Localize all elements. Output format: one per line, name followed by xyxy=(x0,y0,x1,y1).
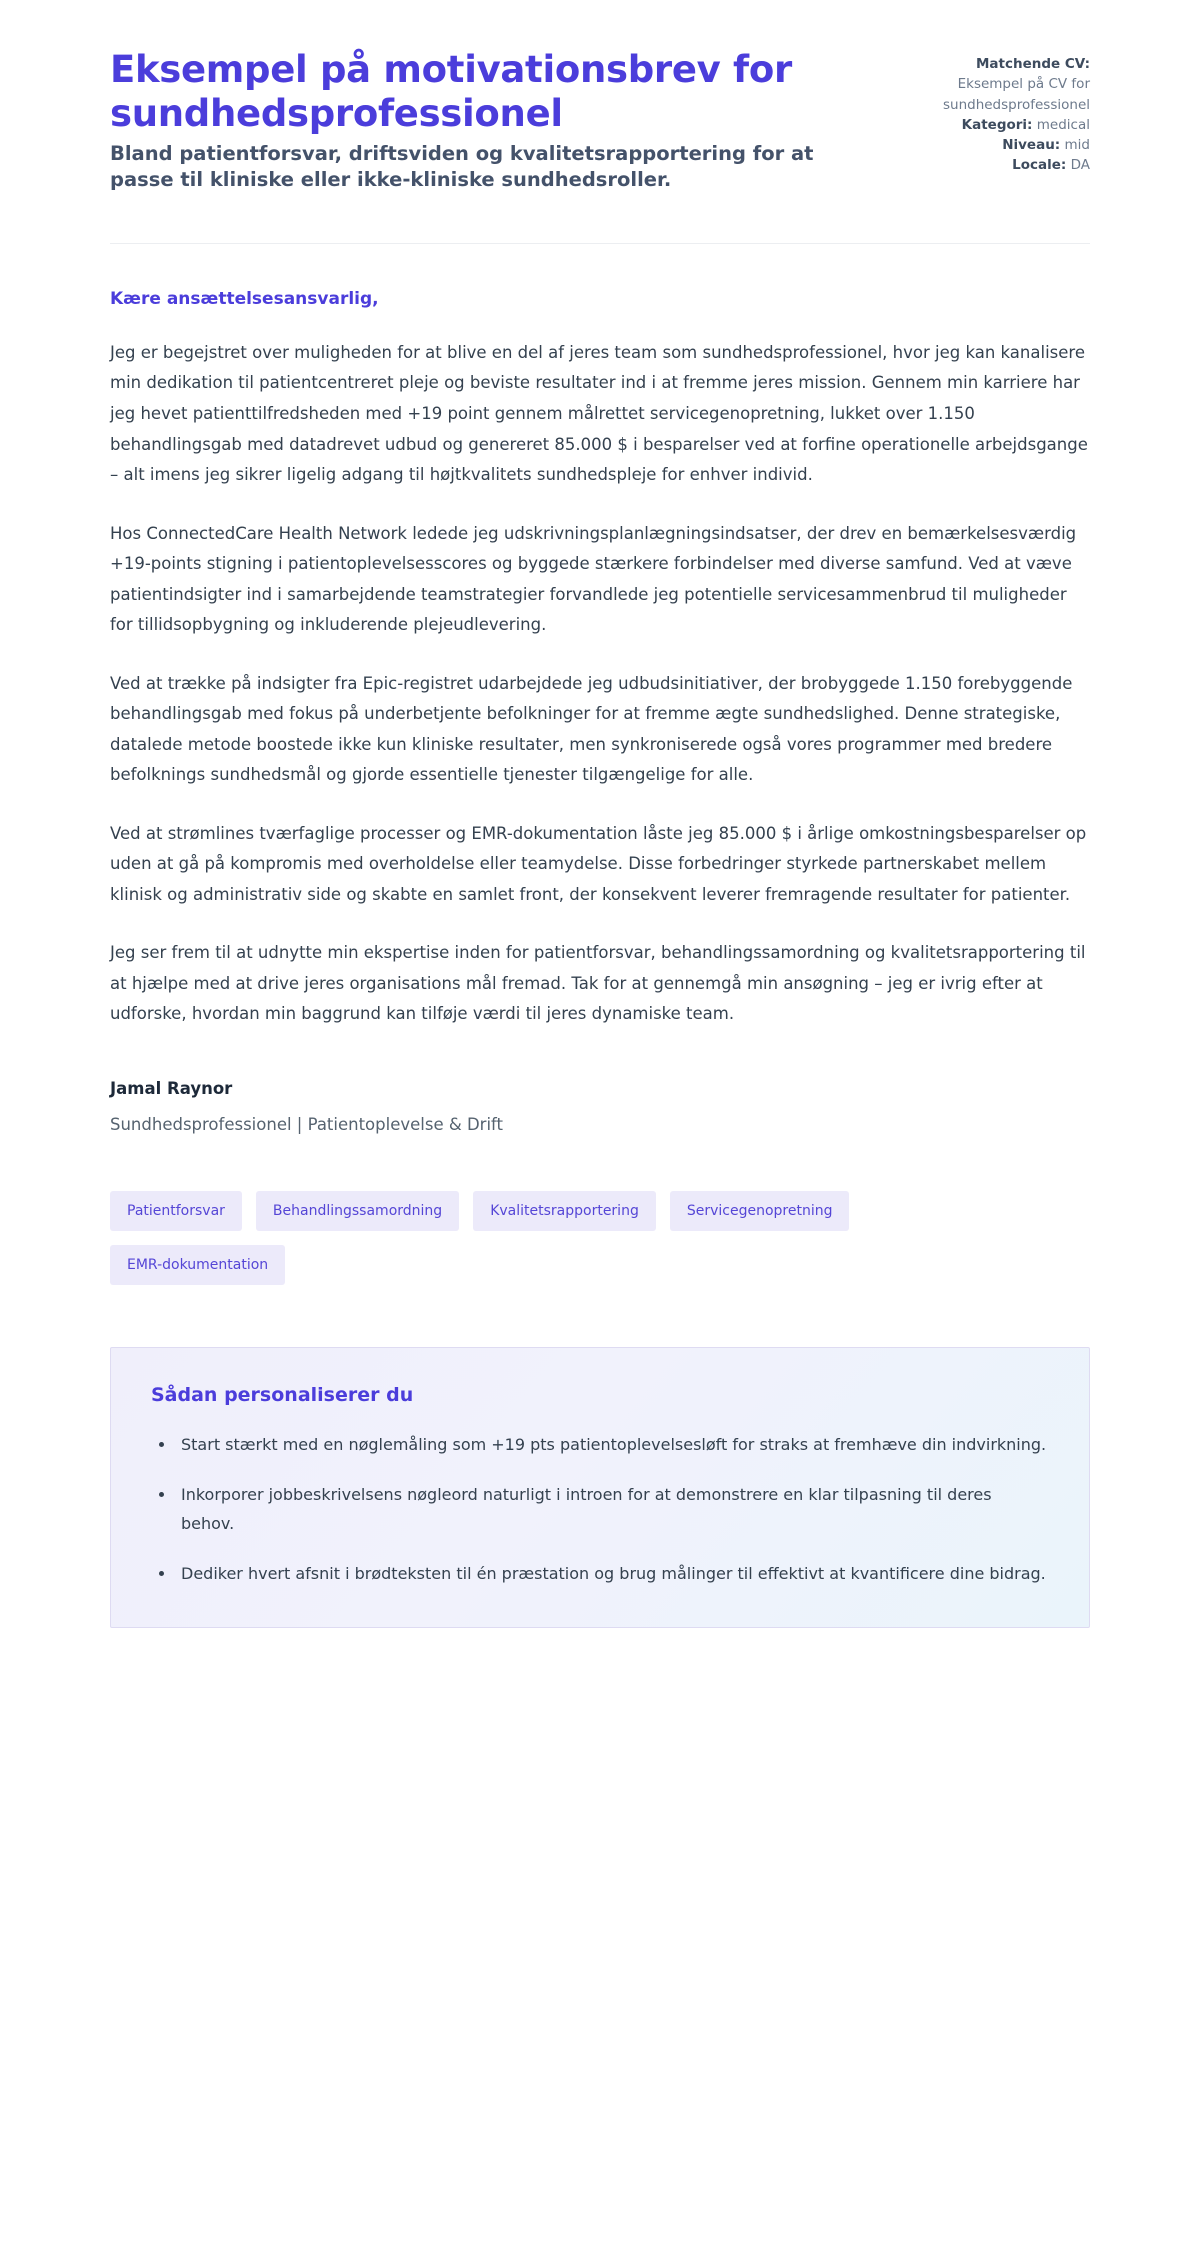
letter-paragraph: Hos ConnectedCare Health Network ledede jeg udskrivningsplanlægningsindsatser, der drev en bemærkelsesværdig +19-points stigning i patientoplevelsesscores og byggede stærkere forbindelser med diverse samfund. Ved at væve patientindsigter ind i samarbejdende teamstrategier forvandlede jeg potentielle servicesammenbrud til muligheder for tillidsopbygning og inkluderende plejeudlevering. xyxy=(110,523,1077,635)
signature-name: Jamal Raynor xyxy=(110,1078,233,1098)
tips-list xyxy=(151,1430,1049,1588)
letter-paragraph: Jeg er begejstret over muligheden for at blive en del af jeres team som sundhedsprofessionel, hvor jeg kan kanalisere min dedikation til patientcentreret pleje og beviste resultater ind i at fremme jeres mission. Gennem min karriere har jeg hevet patienttilfredsheden med +19 point gennem målrettet servicegenopretning, lukket over 1.150 behandlingsgab med datadrevet udbud og genereret 85.000 $ i besparelser ved at forfine operationelle arbejdsgange – alt imens jeg sikrer ligelig adgang til højtkvalitets sundhedspleje for enhver individ. xyxy=(110,342,1088,485)
tag-chip[interactable]: Patientforsvar xyxy=(110,1191,242,1231)
meta-matching-cv-row xyxy=(890,54,1090,74)
letter-paragraph: Jeg ser frem til at udnytte min ekspertise inden for patientforsvar, behandlingssamordning og kvalitetsrapportering til at hjælpe med at drive jeres organisations mål fremad. Tak for at gennemgå min ansøgning – jeg er ivrig efter at udforske, hvordan min baggrund kan tilføje værdi til jeres dynamiske team. xyxy=(110,943,1086,1024)
document-metadata xyxy=(890,48,1090,176)
personalization-tips-panel xyxy=(110,1347,1090,1628)
tips-title: Sådan personaliserer du xyxy=(151,1383,414,1406)
meta-category-label: Kategori: xyxy=(961,116,1033,133)
meta-level-value: mid xyxy=(1064,137,1090,153)
tips-list-item: Inkorporer jobbeskrivelsens nøgleord naturligt i introen for at demonstrere en klar tilpasning til deres behov. xyxy=(177,1480,1049,1539)
page-subtitle: Bland patientforsvar, driftsviden og kvalitetsrapportering for at passe til kliniske eller ikke-kliniske sundhedsroller. xyxy=(110,142,814,192)
tag-chip[interactable]: EMR-dokumentation xyxy=(110,1245,285,1285)
tips-list-item: Start stærkt med en nøglemåling som +19 pts patientoplevelsesløft for straks at fremhæve din indvirkning. xyxy=(177,1430,1049,1460)
letter-salutation: Kære ansættelsesansvarlig, xyxy=(110,289,379,310)
meta-category-value: medical xyxy=(1036,116,1090,133)
letter-paragraph: Ved at strømlines tværfaglige processer og EMR-dokumentation låste jeg 85.000 $ i årlige omkostningsbesparelser op uden at gå på kompromis med overholdelse eller teamydelse. Disse forbedringer styrkede partnerskabet mellem klinisk og administrativ side og skabte en samlet front, der konsekvent leverer fremragende resultater for patienter. xyxy=(110,823,1087,904)
header-title-block xyxy=(110,48,830,193)
meta-locale-label: Locale: xyxy=(1012,157,1067,174)
meta-matching-cv-label: Matchende CV: xyxy=(975,56,1090,72)
tips-list-item: Dediker hvert afsnit i brødteksten til én præstation og brug målinger til effektivt at kvantificere dine bidrag. xyxy=(177,1559,1049,1589)
meta-locale-value: DA xyxy=(1070,157,1090,174)
tag-chip[interactable]: Kvalitetsrapportering xyxy=(473,1191,656,1231)
letter-signature xyxy=(110,1076,1090,1139)
tag-chip[interactable]: Servicegenopretning xyxy=(670,1191,850,1231)
meta-matching-cv-value: Eksempel på CV for sundhedsprofessionel xyxy=(942,76,1090,113)
meta-locale-row xyxy=(890,155,1090,175)
tag-chip[interactable]: Behandlingssamordning xyxy=(256,1191,459,1231)
cover-letter-body xyxy=(110,244,1090,1138)
letter-paragraph: Ved at trække på indsigter fra Epic-registret udarbejdede jeg udbudsinitiativer, der brobyggede 1.150 forebyggende behandlingsgab med fokus på underbetjente befolkninger for at fremme ægte sundhedslighed. Denne strategiske, datalede metode boostede ikke kun kliniske resultater, men synkroniserede også vores programmer med bredere befolknings sundhedsmål og gjorde essentielle tjenester tilgængelige for alle. xyxy=(110,673,1073,785)
meta-level-row xyxy=(890,135,1090,155)
signature-role: Sundhedsprofessionel | Patientoplevelse & Drift xyxy=(110,1115,504,1135)
meta-level-label: Niveau: xyxy=(1002,137,1061,153)
keyword-tag-list xyxy=(110,1191,970,1285)
meta-category-row xyxy=(890,115,1090,135)
document-header xyxy=(110,0,1090,193)
page-title: Eksempel på motivationsbrev for sundhedsprofessionel xyxy=(110,48,792,135)
